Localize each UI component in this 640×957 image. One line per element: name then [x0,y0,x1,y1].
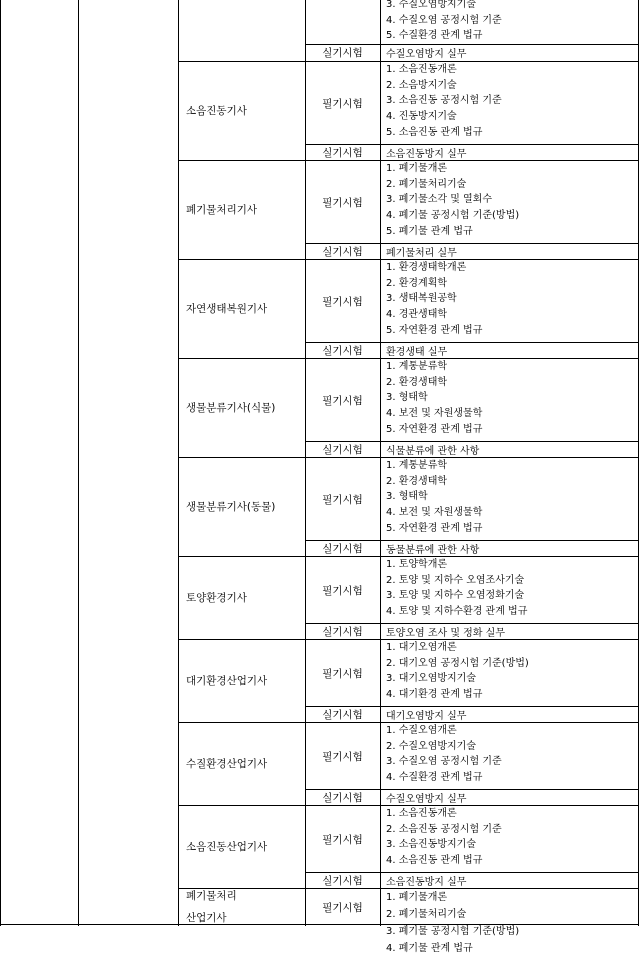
written-subjects [380,161,638,243]
written-subjects [380,640,638,706]
practical-exam-label: 실기시험 [322,344,363,357]
subject-item: 4. 수질환경 관계 법규 [386,772,483,784]
subject-item: 2. 폐기물처리기술 [386,178,467,190]
subject-item: 2. 수질오염방지기술 [386,740,476,752]
subject-item: 3. 소음진동 공정시험 기준 [386,95,502,107]
subject-item: 2. 소음방지기술 [386,79,457,91]
subject-item: 2. 소음진동 공정시험 기준 [386,823,502,835]
practical-exam-label: 실기시험 [322,874,363,887]
subject-item: 3. 형태학 [386,392,428,404]
subject-item: 1. 계통분류학 [386,361,448,372]
practical-subject: 수질오염방지 실무 [386,793,467,805]
certification-name: 소음진동산업기사 [186,841,268,853]
written-exam-label: 필기시험 [322,901,363,914]
written-exam-label: 필기시험 [322,295,363,308]
column-divider [638,0,639,926]
written-subjects [380,723,638,789]
subject-item: 3. 소음진동방지기술 [386,839,476,851]
certification-name: 생물분류기사(식물) [186,402,276,414]
written-subjects [380,0,638,41]
subject-item: 3. 수질오염 공정시험 기준 [386,756,502,768]
written-subjects [380,806,638,872]
written-subjects [380,557,638,623]
written-exam-label: 필기시험 [322,750,363,763]
written-subjects [380,458,638,540]
subject-item: 4. 경관생태학 [386,309,448,321]
practical-subject: 동물분류에 관한 사항 [386,544,480,556]
practical-exam-label: 실기시험 [322,625,363,638]
practical-exam-label: 실기시험 [322,245,363,258]
written-exam-label: 필기시험 [322,97,363,110]
practical-subject: 환경생태 실무 [386,346,448,358]
subject-item: 5. 자연환경 관계 법규 [386,324,483,336]
column-divider [78,0,79,926]
subject-item: 4. 토양 및 지하수환경 관계 법규 [386,606,528,618]
practical-subject: 폐기물처리 실무 [386,247,457,259]
row-divider [0,924,639,925]
subject-item: 4. 폐기물 공정시험 기준(방법) [386,210,520,222]
subject-item: 3. 생태복원공학 [386,293,457,305]
written-exam-label: 필기시험 [322,833,363,846]
subject-item: 2. 환경생태학 [386,376,448,388]
written-exam-label: 필기시험 [322,584,363,597]
subject-item: 2. 폐기물처리기술 [386,909,467,920]
subject-item: 1. 환경생태학개론 [386,262,467,273]
subject-item: 2. 대기오염 공정시험 기준(방법) [386,657,529,669]
subject-item: 1. 수질오염개론 [386,725,457,736]
certification-name: 대기환경산업기사 [186,675,268,687]
subject-item: 3. 토양 및 지하수 오염정화기술 [386,590,525,602]
written-exam-label: 필기시험 [322,394,363,407]
subject-item: 4. 보전 및 자원생물학 [386,507,483,519]
subject-item: 5. 폐기물 관계 법규 [386,225,473,237]
subject-item: 1. 계통분류학 [386,460,448,471]
certification-name: 생물분류기사(동물) [186,501,276,513]
practical-subject: 대기오염방지 실무 [386,710,467,722]
subject-item: 4. 소음진동 관계 법규 [386,855,483,867]
written-subjects [380,359,638,441]
subject-item: 5. 자연환경 관계 법규 [386,423,483,435]
practical-subject: 소음진동방지 실무 [386,148,467,160]
subject-item: 5. 수질환경 관계 법규 [386,30,483,42]
certification-name: 자연생태복원기사 [186,303,268,315]
written-exam-label: 필기시험 [322,493,363,506]
subject-item: 3. 수질오염방지기술 [386,0,476,10]
subject-item: 3. 대기오염방지기술 [386,673,476,685]
written-subjects [380,62,638,144]
subject-item: 2. 토양 및 지하수 오염조사기술 [386,574,525,586]
subject-item: 4. 대기환경 관계 법규 [386,689,483,701]
subject-item: 1. 폐기물개론 [386,892,448,903]
subject-item: 4. 폐기물 관계 법규 [386,943,473,954]
subject-item: 2. 환경생태학 [386,475,448,487]
certification-name: 수질환경산업기사 [186,758,268,770]
written-exam-label: 필기시험 [322,667,363,680]
practical-subject: 소음진동방지 실무 [386,876,467,888]
practical-exam-label: 실기시험 [322,542,363,555]
subject-item: 3. 형태학 [386,491,428,503]
subject-item: 3. 폐기물소각 및 열회수 [386,194,493,206]
subject-item: 2. 환경계획학 [386,277,448,289]
practical-subject: 수질오염방지 실무 [386,48,467,60]
subject-item: 1. 토양학개론 [386,559,448,570]
subject-item: 1. 소음진동개론 [386,64,457,75]
practical-exam-label: 실기시험 [322,708,363,721]
certification-name: 폐기물처리 산업기사 [186,890,237,924]
subject-item: 5. 자연환경 관계 법규 [386,522,483,534]
practical-exam-label: 실기시험 [322,443,363,456]
practical-subject: 토양오염 조사 및 정화 실무 [386,627,505,639]
certification-name: 폐기물처리기사 [186,204,258,216]
column-divider [0,0,1,926]
subject-item: 5. 소음진동 관계 법규 [386,126,483,138]
practical-subject: 식물분류에 관한 사항 [386,445,480,457]
subject-item: 4. 진동방지기술 [386,111,457,123]
written-exam-label: 필기시험 [322,196,363,209]
subject-item: 1. 대기오염개론 [386,642,457,653]
written-subjects [380,260,638,342]
practical-exam-label: 실기시험 [322,146,363,159]
subject-item: 1. 소음진동개론 [386,808,457,819]
subject-item: 4. 보전 및 자원생물학 [386,408,483,420]
practical-exam-label: 실기시험 [322,46,363,59]
subject-item: 1. 폐기물개론 [386,163,448,174]
written-subjects [380,889,638,954]
subject-item: 4. 수질오염 공정시험 기준 [386,14,502,26]
certification-name: 토양환경기사 [186,592,247,604]
practical-exam-label: 실기시험 [322,791,363,804]
subject-item: 3. 폐기물 공정시험 기준(방법) [386,926,520,937]
certification-name: 소음진동기사 [186,105,247,117]
